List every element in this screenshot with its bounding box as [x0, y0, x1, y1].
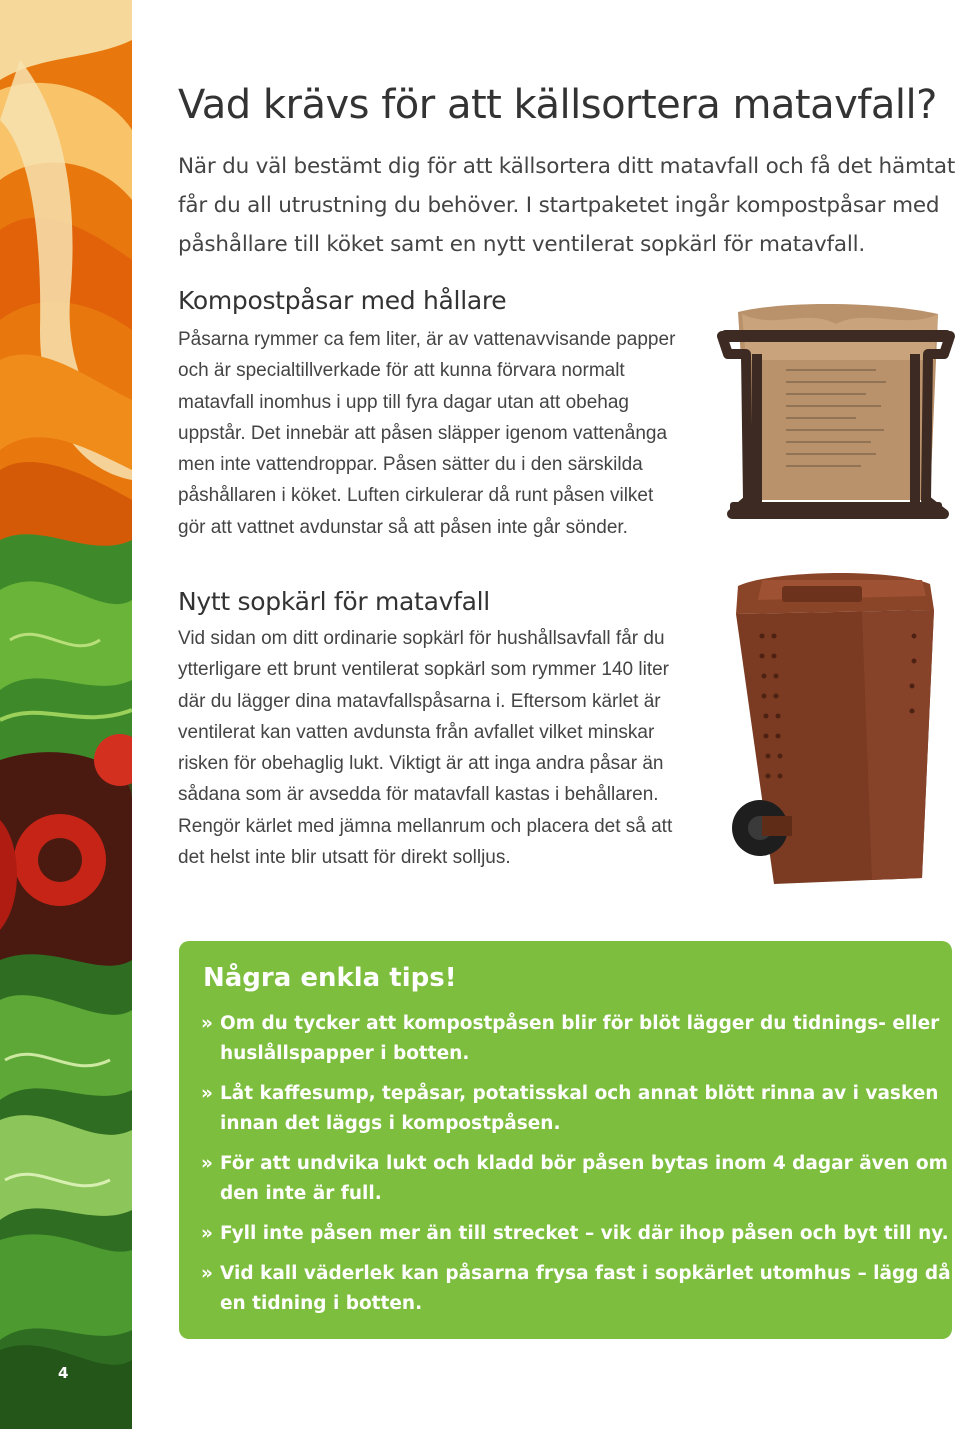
food-photo — [0, 0, 132, 1429]
body-line: ytterligare ett brunt ventilerat sopkärl som rymmer 140 liter — [178, 659, 670, 681]
tips-title: Några enkla tips! — [203, 963, 457, 993]
page-title: Vad krävs för att källsortera matavfall? — [178, 82, 937, 128]
tip-line: Fyll inte påsen mer än till strecket – vik där ihop påsen och byt till ny. — [220, 1223, 949, 1244]
body-line: sådana som är avsedda för matavfall kastas i behållaren. — [178, 784, 659, 806]
body-line: och är specialtillverkade för att kunna förvara normalt — [178, 360, 625, 382]
section-heading-bin: Nytt sopkärl för matavfall — [178, 587, 490, 616]
body-line: där du lägger dina matavfallspåsarna i. Eftersom kärlet är — [178, 690, 661, 712]
body-line: Påsarna rymmer ca fem liter, är av vattenavvisande papper — [178, 329, 676, 350]
section-heading-compost-bags: Kompostpåsar med hållare — [178, 286, 507, 315]
tips-box — [179, 941, 952, 1339]
section-body-compost-bags — [178, 324, 675, 543]
tip-marker: » — [201, 1263, 213, 1284]
intro-line: När du väl bestämt dig för att källsortera ditt matavfall och få det hämtat — [178, 154, 956, 179]
tip-line: innan det läggs i kompostpåsen. — [220, 1113, 561, 1134]
body-line: det helst inte blir utsatt för direkt solljus. — [178, 847, 511, 869]
body-line: uppstår. Det innebär att påsen släpper igenom vattenånga — [178, 422, 668, 444]
page-number: 4 — [58, 1364, 69, 1382]
intro-line: får du all utrustning du behöver. I startpaketet ingår kompostpåsar med — [178, 193, 940, 218]
body-line: Vid sidan om ditt ordinarie sopkärl för hushållsavfall får du — [178, 628, 665, 649]
tip-marker: » — [201, 1083, 213, 1104]
body-line: risken för obehaglig lukt. Viktigt är att inga andra påsar än — [178, 753, 664, 775]
tip-marker: » — [201, 1153, 213, 1174]
tip-marker: » — [201, 1013, 213, 1034]
tip-line: Låt kaffesump, tepåsar, potatisskal och annat blött rinna av i vasken — [220, 1083, 939, 1104]
tip-line: Om du tycker att kompostpåsen blir för blöt lägger du tidnings- eller — [220, 1013, 940, 1034]
body-line: gör att vattnet avdunstar så att påsen inte går sönder. — [178, 516, 628, 538]
food-waste-bin-image — [722, 566, 954, 896]
compost-bag-holder-image — [716, 300, 956, 522]
section-body-bin — [178, 623, 672, 873]
tip-line: den inte är full. — [220, 1183, 382, 1204]
tip-marker: » — [201, 1223, 213, 1244]
tip-line: Vid kall väderlek kan påsarna frysa fast i sopkärlet utomhus – lägg då — [220, 1263, 951, 1284]
intro-paragraph — [178, 147, 958, 264]
tip-line: huslållspapper i botten. — [220, 1043, 470, 1064]
tip-item — [201, 1259, 951, 1319]
body-line: påshållaren i köket. Luften cirkulerar då runt påsen vilket — [178, 485, 654, 507]
body-line: matavfall inomhus i upp till fyra dagar utan att obehag — [178, 391, 629, 413]
body-line: men inte vattendroppar. Påsen sätter du i den särskilda — [178, 454, 643, 476]
tip-line: en tidning i botten. — [220, 1293, 423, 1314]
tip-item — [201, 1079, 941, 1139]
tip-item — [201, 1009, 941, 1069]
tips-list — [201, 1009, 951, 1329]
tip-item — [201, 1149, 948, 1209]
tip-item — [201, 1219, 949, 1249]
intro-line: påshållare till köket samt en nytt ventilerat sopkärl för matavfall. — [178, 232, 866, 257]
body-line: ventilerat kan vatten avdunsta från avfallet vilket minskar — [178, 721, 655, 743]
tip-line: För att undvika lukt och kladd bör påsen bytas inom 4 dagar även om — [220, 1153, 948, 1174]
body-line: Rengör kärlet med jämna mellanrum och placera det så att — [178, 815, 673, 837]
